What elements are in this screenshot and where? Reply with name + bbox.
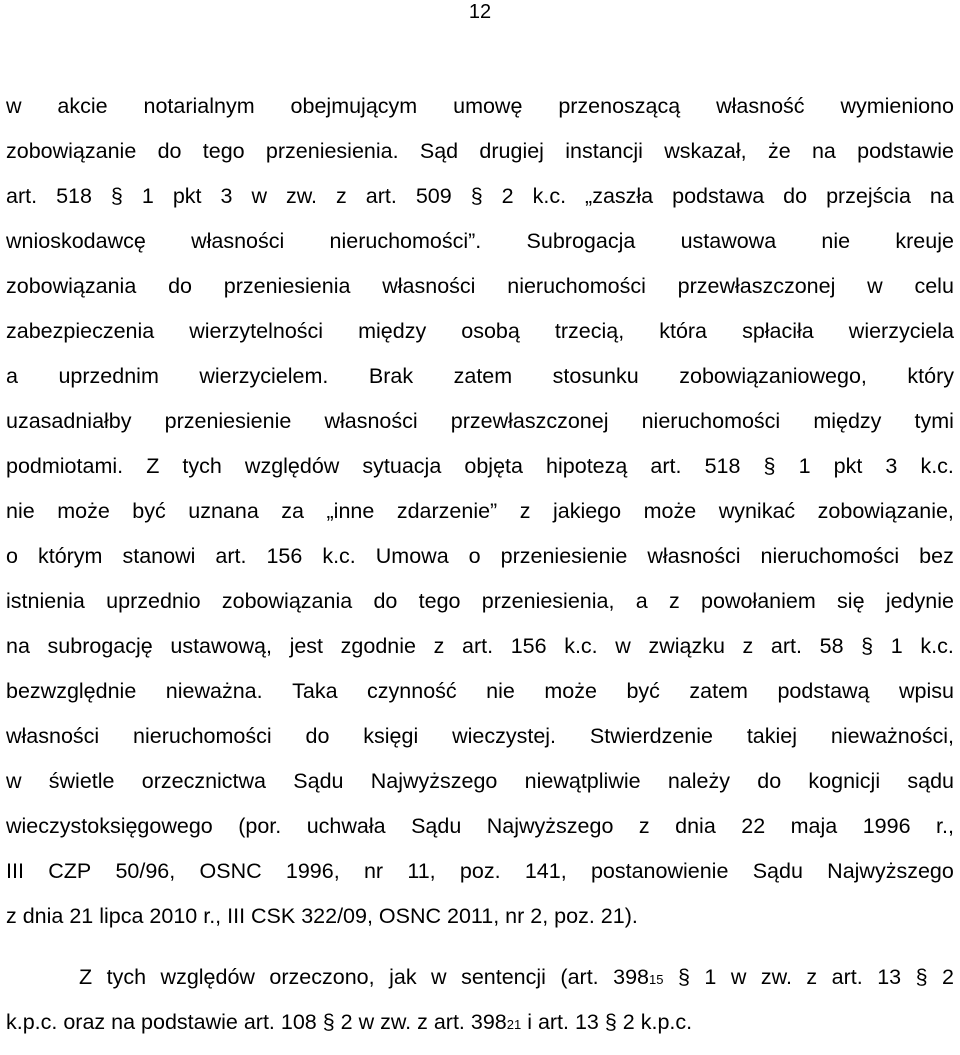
final-line-2: k.p.c. oraz na podstawie art. 108 § 2 w zw. z art. 398 21 i art. 13 § 2 k.p.c. [6,1010,693,1034]
text-line: wieczystoksięgowego (por. uchwała Sądu Najwyższego z dnia 22 maja 1996 r., [6,814,954,838]
text-line: zabezpieczenia wierzytelności między osobą trzecią, która spłaciła wierzyciela [6,319,954,343]
final-line-1-after: § 1 w zw. z art. 13 § 2 [663,965,954,989]
final-paragraph [6,965,954,1055]
page-number: 12 [468,1,492,23]
text-line: art. 518 § 1 pkt 3 w zw. z art. 509 § 2 k.c. „zaszła podstawa do przejścia na [6,184,954,208]
text-line: na subrogację ustawową, jest zgodnie z art. 156 k.c. w związku z art. 58 § 1 k.c. [6,634,954,658]
text-line: w akcie notarialnym obejmującym umowę przenoszącą własność wymieniono [6,94,954,118]
text-line: wnioskodawcę własności nieruchomości”. Subrogacja ustawowa nie kreuje [6,229,954,253]
text-line: uzasadniałby przeniesienie własności przewłaszczonej nieruchomości między tymi [6,409,954,433]
text-line: a uprzednim wierzycielem. Brak zatem stosunku zobowiązaniowego, który [6,364,954,388]
text-line: bezwzględnie nieważna. Taka czynność nie może być zatem podstawą wpisu [6,679,954,703]
final-line-1-before: Z tych względów orzeczono, jak w sentencji (art. 398 [79,965,649,989]
text-line: o którym stanowi art. 156 k.c. Umowa o przeniesienie własności nieruchomości bez [6,544,954,568]
text-line: z dnia 21 lipca 2010 r., III CSK 322/09, OSNC 2011, nr 2, poz. 21). [6,904,638,928]
text-line: w świetle orzecznictwa Sądu Najwyższego niewątpliwie należy do kognicji sądu [6,769,954,793]
main-paragraph [6,94,954,949]
text-line: własności nieruchomości do księgi wieczystej. Stwierdzenie takiej nieważności, [6,724,954,748]
final-line-1: Z tych względów orzeczono, jak w sentencji (art. 398 15 § 1 w zw. z art. 13 § 2 [79,965,954,989]
final-line-2-after: i art. 13 § 2 k.p.c. [521,1010,693,1034]
text-line: III CZP 50/96, OSNC 1996, nr 11, poz. 141, postanowienie Sądu Najwyższego [6,859,954,883]
text-line: istnienia uprzednio zobowiązania do tego przeniesienia, a z powołaniem się jedynie [6,589,954,613]
text-line: podmiotami. Z tych względów sytuacja objęta hipotezą art. 518 § 1 pkt 3 k.c. [6,454,954,478]
document-body [6,94,954,1055]
text-line: zobowiązania do przeniesienia własności nieruchomości przewłaszczonej w celu [6,274,954,298]
final-line-2-before: k.p.c. oraz na podstawie art. 108 § 2 w zw. z art. 398 [6,1010,507,1034]
text-line: zobowiązanie do tego przeniesienia. Sąd drugiej instancji wskazał, że na podstawie [6,139,954,163]
text-line: nie może być uznana za „inne zdarzenie” z jakiego może wynikać zobowiązanie, [6,499,954,523]
